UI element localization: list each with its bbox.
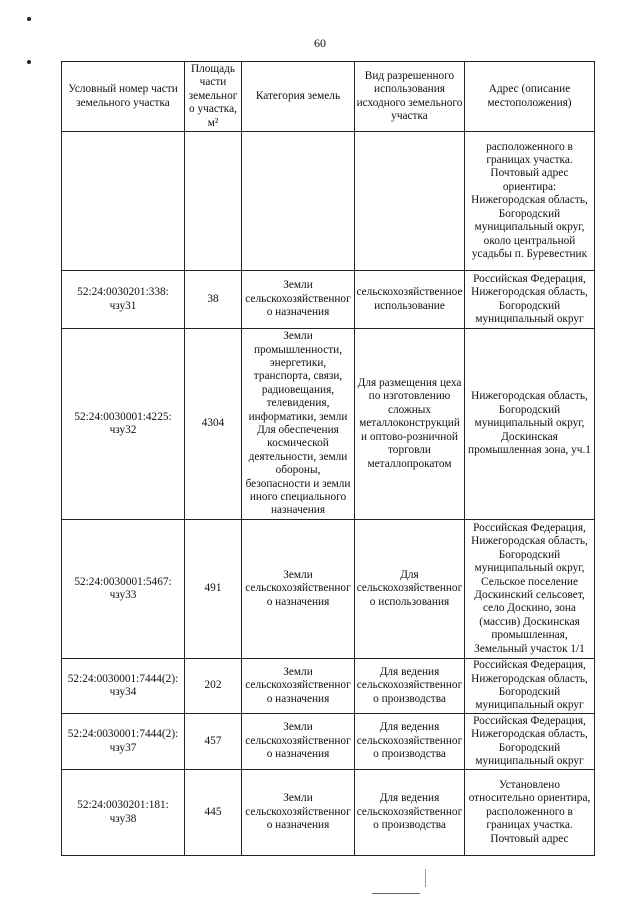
cell-use: Для размещения цеха по изготовлению сложных металлоконструкций и оптово-розничной торговли металлопрокатом (355, 329, 465, 520)
scan-dot-top (27, 17, 31, 21)
cell-use: Для ведения сельскохозяйственного производства (355, 714, 465, 770)
page-number: 60 (314, 36, 326, 50)
cell-cadastral (62, 132, 185, 271)
scan-artifact-line (372, 893, 420, 894)
table-header-row (62, 62, 595, 132)
cell-address: Российская Федерация, Нижегородская область, Богородский муниципальный округ (465, 271, 595, 329)
cell-category: Земли промышленности, энергетики, транспорта, связи, радиовещания, телевидения, информатики, земли Для обеспечения космической деятельности, земли обороны, безопасности и земли иного специального назначения (242, 329, 355, 520)
scan-dot-left (27, 60, 31, 64)
cell-cadastral: 52:24:0030001:4225: чзу32 (62, 329, 185, 520)
table-row (62, 714, 595, 770)
cell-cadastral: 52:24:0030001:5467: чзу33 (62, 520, 185, 659)
header-cadastral: Условный номер части земельного участка (62, 62, 185, 132)
table-row (62, 132, 595, 271)
cell-category: Земли сельскохозяйственного назначения (242, 520, 355, 659)
cell-area: 457 (185, 714, 242, 770)
cell-address: Нижегородская область, Богородский муниципальный округ, Доскинская промышленная зона, уч.1 (465, 329, 595, 520)
header-address: Адрес (описание местоположения) (465, 62, 595, 132)
table-row (62, 329, 595, 520)
cell-category: Земли сельскохозяйственного назначения (242, 770, 355, 856)
cell-use: сельскохозяйственное использование (355, 271, 465, 329)
cell-address: Российская Федерация, Нижегородская область, Богородский муниципальный округ (465, 659, 595, 714)
table-row (62, 770, 595, 856)
cell-area: 202 (185, 659, 242, 714)
cell-area (185, 132, 242, 271)
table-row (62, 520, 595, 659)
cell-use: Для ведения сельскохозяйственного производства (355, 659, 465, 714)
land-plots-table (61, 61, 595, 856)
cell-area: 38 (185, 271, 242, 329)
header-area: Площадь части земельного участка, м² (185, 62, 242, 132)
cell-use (355, 132, 465, 271)
cell-cadastral: 52:24:0030001:7444(2): чзу37 (62, 714, 185, 770)
cell-address: расположенного в границах участка. Почтовый адрес ориентира: Нижегородская область, Богородский муниципальный округ, около центральной усадьбы п. Буревестник (465, 132, 595, 271)
cell-cadastral: 52:24:0030201:181: чзу38 (62, 770, 185, 856)
cell-use: Для ведения сельскохозяйственного производства (355, 770, 465, 856)
cell-category: Земли сельскохозяйственного назначения (242, 714, 355, 770)
cell-cadastral: 52:24:0030201:338: чзу31 (62, 271, 185, 329)
header-use: Вид разрешенного использования исходного земельного участка (355, 62, 465, 132)
cell-address: Российская Федерация, Нижегородская область, Богородский муниципальный округ (465, 714, 595, 770)
cell-area: 445 (185, 770, 242, 856)
cell-cadastral: 52:24:0030001:7444(2): чзу34 (62, 659, 185, 714)
table-row (62, 271, 595, 329)
cell-address: Российская Федерация, Нижегородская область, Богородский муниципальный округ, Сельское поселение Доскинский сельсовет, село Доскино, зона (массив) Доскинская промышленная, Земельный участок 1/1 (465, 520, 595, 659)
cell-category: Земли сельскохозяйственного назначения (242, 659, 355, 714)
cell-use: Для сельскохозяйственного использования (355, 520, 465, 659)
scan-artifact-tick (425, 869, 426, 887)
cell-category: Земли сельскохозяйственного назначения (242, 271, 355, 329)
cell-category (242, 132, 355, 271)
header-category: Категория земель (242, 62, 355, 132)
table-row (62, 659, 595, 714)
cell-area: 4304 (185, 329, 242, 520)
cell-area: 491 (185, 520, 242, 659)
cell-address: Установлено относительно ориентира, расположенного в границах участка. Почтовый адрес (465, 770, 595, 856)
